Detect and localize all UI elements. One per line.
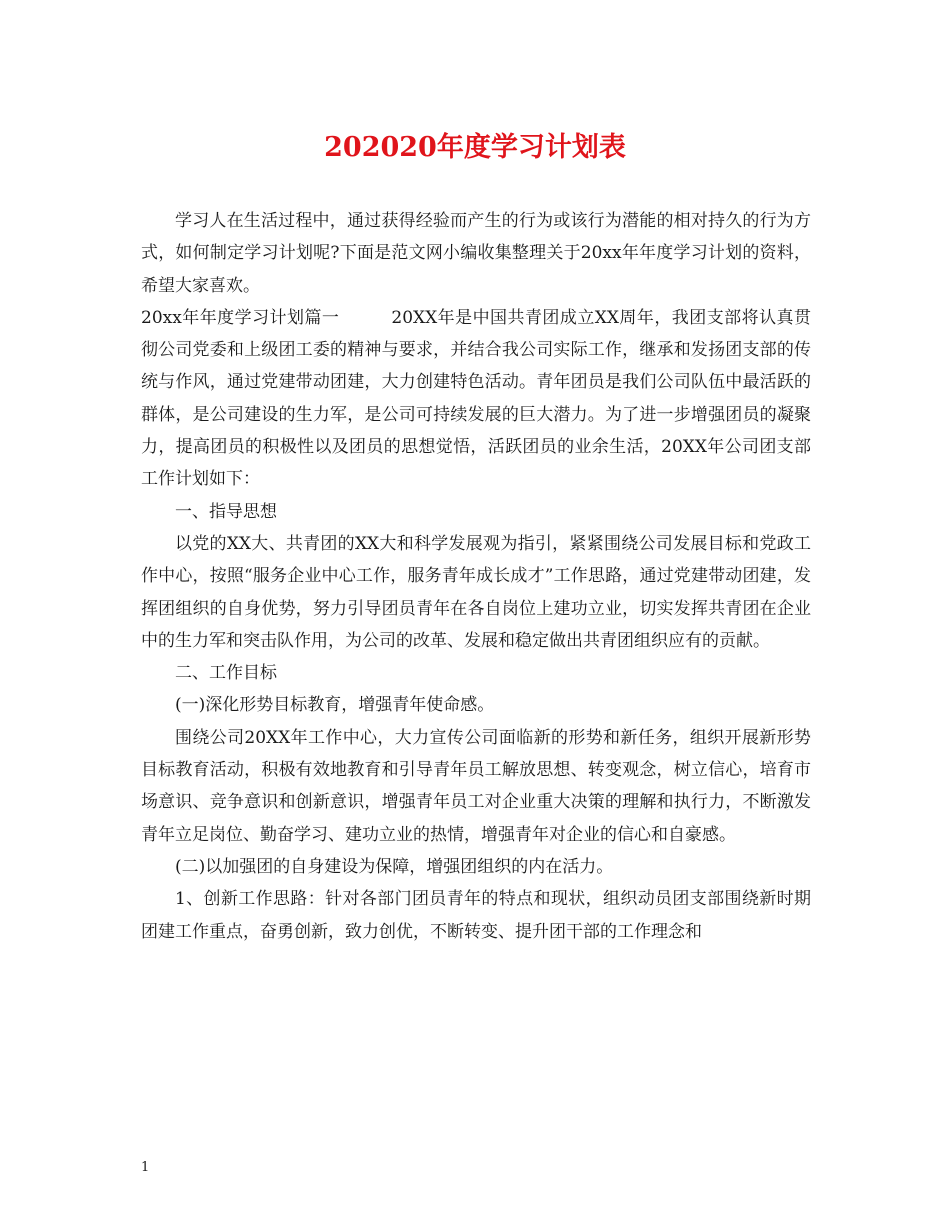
heading-work-goals: 二、工作目标 <box>175 663 277 684</box>
section-lead: 20XX年是中国共青团成立XX周年，我团支部将认真贯彻公司党委和上级团工委的精神与要求，并结合我公司实际工作，继承和发扬团支部的传统与作风，通过党建带动团建，大力创建特色活动。青年团员是我们公司队伍中最活跃的群体，是公司建设的生力军，是公司可持续发展的巨大潜力。为了进一步增强团员的凝聚力，提高团员的积极性以及团员的思想觉悟，活跃团员的业余生活，20XX年公司团支部工作计划如下： <box>141 307 811 490</box>
subheading-goal-1: (一)深化形势目标教育，增强青年使命感。 <box>175 695 495 716</box>
document-body <box>141 205 811 948</box>
page-number: 1 <box>141 1160 150 1175</box>
paragraph-goal-1: 围绕公司20XX年工作中心，大力宣传公司面临新的形势和新任务，组织开展新形势目标教育活动，积极有效地教育和引导青年员工解放思想、转变观念，树立信心，培育市场意识、竞争意识和创新意识，增强青年员工对企业重大决策的理解和执行力，不断激发青年立足岗位、勤奋学习、建功立业的热情，增强青年对企业的信心和自豪感。 <box>141 727 811 845</box>
document-title: 202020年度学习计划表 <box>324 132 626 163</box>
heading-guiding-ideology: 一、指导思想 <box>175 501 277 522</box>
section-paragraph <box>141 302 811 496</box>
subheading-goal-2: (二)以加强团的自身建设为保障，增强团组织的内在活力。 <box>175 856 614 877</box>
section-heading: 20xx年年度学习计划篇一 <box>141 307 340 328</box>
paragraph-guiding-ideology: 以党的XX大、共青团的XX大和科学发展观为指引，紧紧围绕公司发展目标和党政工作中心，按照“服务企业中心工作，服务青年成长成才”工作思路，通过党建带动团建，发挥团组织的自身优势，努力引导团员青年在各自岗位上建功立业，切实发挥共青团在企业中的生力军和突击队作用，为公司的改革、发展和稳定做出共青团组织应有的贡献。 <box>141 533 811 651</box>
paragraph-goal-2: 1、创新工作思路：针对各部门团员青年的特点和现状，组织动员团支部围绕新时期团建工作重点，奋勇创新，致力创优，不断转变、提升团干部的工作理念和 <box>141 889 811 942</box>
intro-paragraph: 学习人在生活过程中，通过获得经验而产生的行为或该行为潜能的相对持久的行为方式，如何制定学习计划呢?下面是范文网小编收集整理关于20xx年年度学习计划的资料，希望大家喜欢。 <box>141 211 811 296</box>
